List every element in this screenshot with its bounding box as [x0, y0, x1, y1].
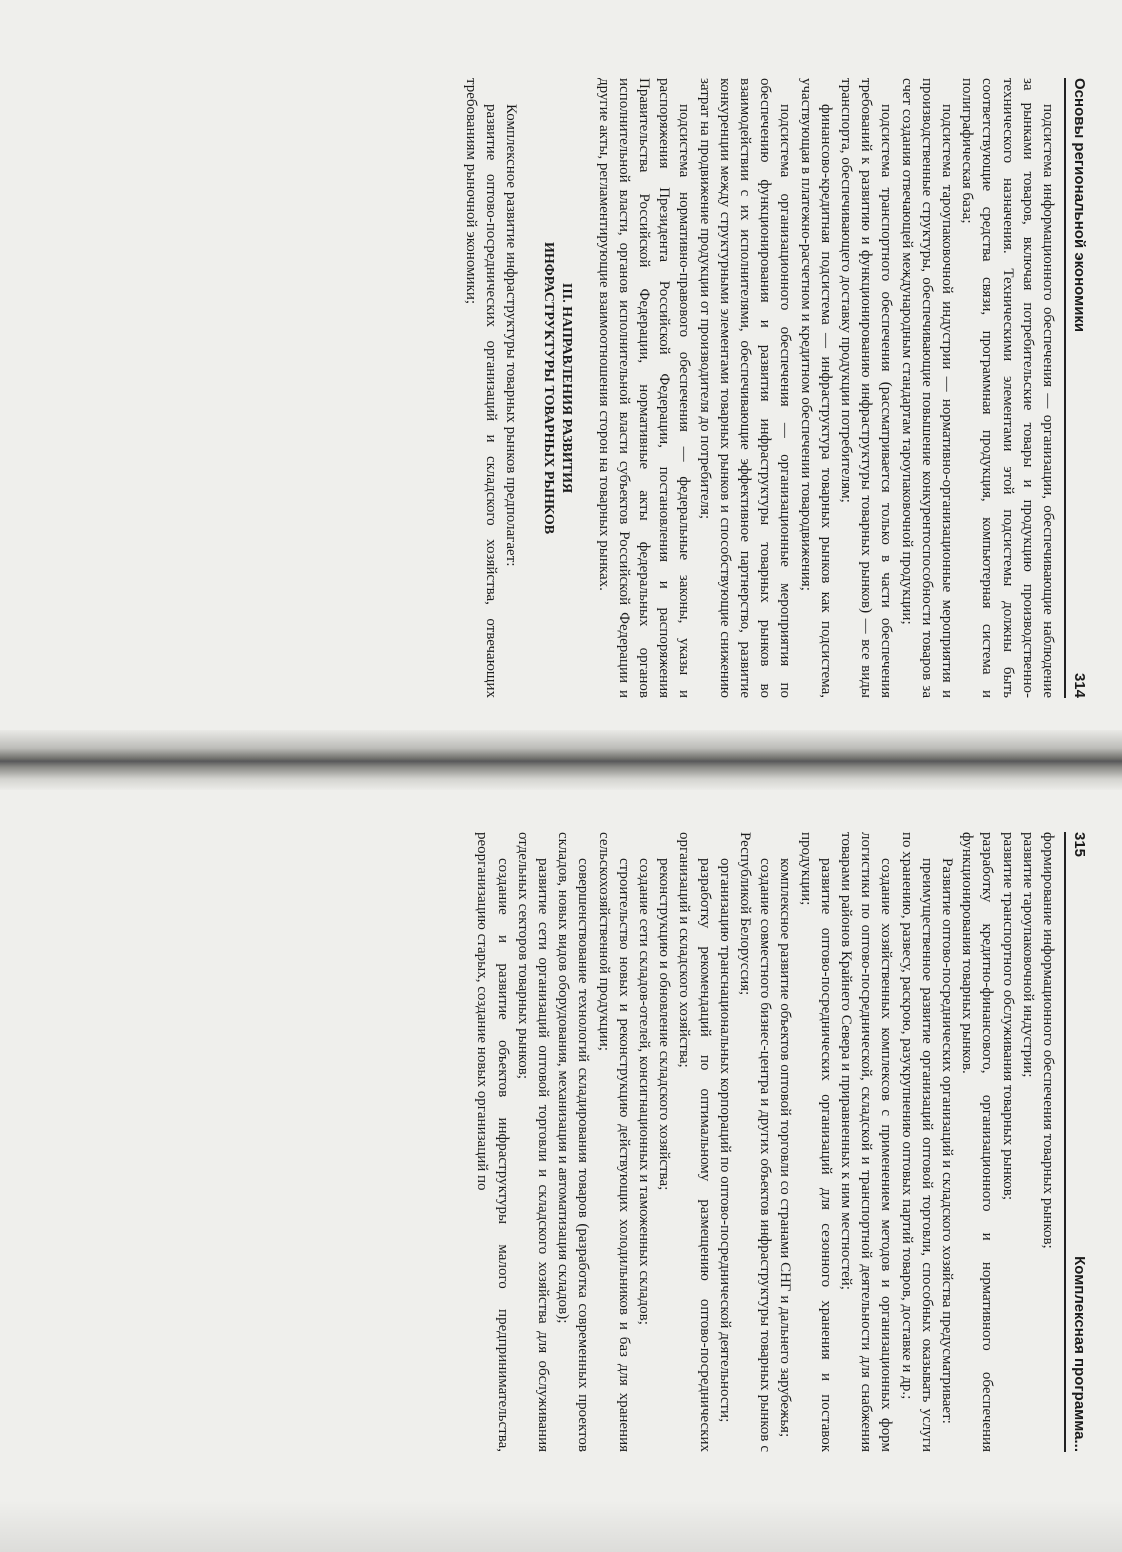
- paragraph: разработку кредитно-финансового, организационного и нормативного обеспечения функционирования товарных рынков.: [959, 832, 996, 1452]
- running-title: Комплексная программа...: [1071, 1256, 1088, 1452]
- paragraph: финансово-кредитная подсистема — инфраструктура товарных рынков как подсистема, участвующая в платежно-расчетном и кредитном обеспечении товародвижения;: [797, 78, 834, 698]
- paragraph: развитие оптово-посреднических организаций для сезонного хранения и поставок продукции;: [797, 832, 834, 1452]
- paragraph: Комплексное развитие инфраструктуры товарных рынков предполагает:: [503, 104, 520, 567]
- paragraph: преимущественное развитие организаций оптовой торговли, способных оказывать услуги по хранению, развесу, раскрою, разукрупнению оптовых партий товаров, доставке и др.;: [898, 832, 935, 1452]
- page-315: [122, 832, 1122, 1452]
- paragraph: развитие тароупаковочной индустрии;: [1019, 832, 1036, 1078]
- running-head: [1064, 832, 1092, 1452]
- paragraph: совершенствование технологий складирования товаров (разработка современных проектов складов, новых видов оборудования, механизация и автоматизация складов);: [555, 832, 592, 1452]
- running-title: Основы региональной экономики: [1071, 78, 1088, 333]
- paragraph: создание совместного бизнес-центра и других объектов инфраструктуры товарных рынков с Республикой Белоруссия;: [736, 832, 774, 1452]
- page-shadow: [0, 1500, 1122, 1552]
- paragraph: создание сети складов-отелей, консигнационных и таможенных складов;: [635, 858, 652, 1325]
- paragraph: подсистема нормативно-правового обеспечения — федеральные законы, указы и распоряжения Президента Российской Федерации, постановления и распоряжения Правительства Российской Федерации, нормативные акты федеральных органов исполнительной власти, органов исполнительной власти субъектов Российской Федерации и другие акты, регламентирующие взаимоотношения сторон на товарных рынках.: [595, 78, 693, 698]
- paragraph: развитие сети организаций оптовой торговли и складского хозяйства для обслуживания отдельных секторов товарных рынков;: [514, 832, 551, 1452]
- page-body: [122, 832, 1058, 1452]
- paragraph: организацию транснациональных корпораций по оптово-посреднической деятельности;: [716, 858, 733, 1423]
- paragraph: создание и развитие объектов инфраструктуры малого предпринимательства, реорганизацию старых, создание новых организаций по: [474, 832, 511, 1452]
- page-number: 314: [1071, 672, 1088, 698]
- section-heading-line: ИНФРАСТРУКТУРЫ ТОВАРНЫХ РЫНКОВ: [541, 241, 557, 535]
- paragraph: подсистема организационного обеспечения — организационные мероприятия по обеспечению функционирования и развития инфраструктуры товарных рынков во взаимодействии с их исполнителями, обеспечивающие эффективное партнерство, развитие конкуренции между структурными элементами товарных рынков и способствующие снижению затрат на продвижение продукции от производителя до потребителя;: [696, 78, 794, 698]
- paragraph: развитие оптово-посреднических организаций и складского хозяйства, отвечающих требованиям рыночной экономики;: [462, 78, 500, 698]
- paragraph: развитие транспортного обслуживания товарных рынков;: [999, 832, 1016, 1201]
- paragraph: подсистема информационного обеспечения — организации, обеспечивающие наблюдение за рынками товаров, включая потребительские товары и продукцию производственно-технического назначения. Техническими элементами этой подсистемы должны быть соответствующие средства связи, программная продукция, компьютерная система и полиграфическая база;: [959, 78, 1056, 698]
- book-gutter: [0, 730, 1122, 790]
- paragraph: создание хозяйственных комплексов с применением методов и организационных форм логистики по оптово-посреднической, складской и транспортной деятельности для снабжения товарами районов Крайнего Севера и приравненных к ним местностей;: [837, 832, 895, 1452]
- paragraph: подсистема тароупаковочной индустрии — нормативно-организационные мероприятия и производственные структуры, обеспечивающие повышение конкурентоспособности товаров за счет создания отвечающей международным стандартам тароупаковочной продукции;: [898, 78, 955, 698]
- paragraph: разработку рекомендаций по оптимальному размещению оптово-посреднических организаций и складского хозяйства;: [676, 832, 713, 1452]
- paragraph: Развитие оптово-посреднических организаций и складского хозяйства предусматривает:: [938, 858, 955, 1424]
- page-314: [122, 78, 1122, 698]
- section-heading: [539, 78, 575, 698]
- paragraph: подсистема транспортного обеспечения (рассматривается только в части обеспечения требований к развитию и функционированию инфраструктуры товарных рынков) — все виды транспорта, обеспечивающего доставку продукции потребителям;: [837, 78, 895, 698]
- running-head: [1064, 78, 1092, 698]
- section-heading-line: III. НАПРАВЛЕНИЯ РАЗВИТИЯ: [559, 282, 575, 494]
- page-number: 315: [1071, 832, 1088, 858]
- paragraph: формирование информационного обеспечения товарных рынков;: [1040, 832, 1056, 1249]
- paragraph: строительство новых и реконструкцию действующих холодильников и баз для хранения сельскохозяйственной продукции;: [595, 832, 632, 1452]
- page-body: [122, 78, 1058, 698]
- paragraph: комплексное развитие объектов оптовой торговли со странами СНГ и дальнего зарубежья;: [777, 858, 794, 1438]
- paragraph: реконструкцию и обновление складского хозяйства;: [656, 858, 673, 1191]
